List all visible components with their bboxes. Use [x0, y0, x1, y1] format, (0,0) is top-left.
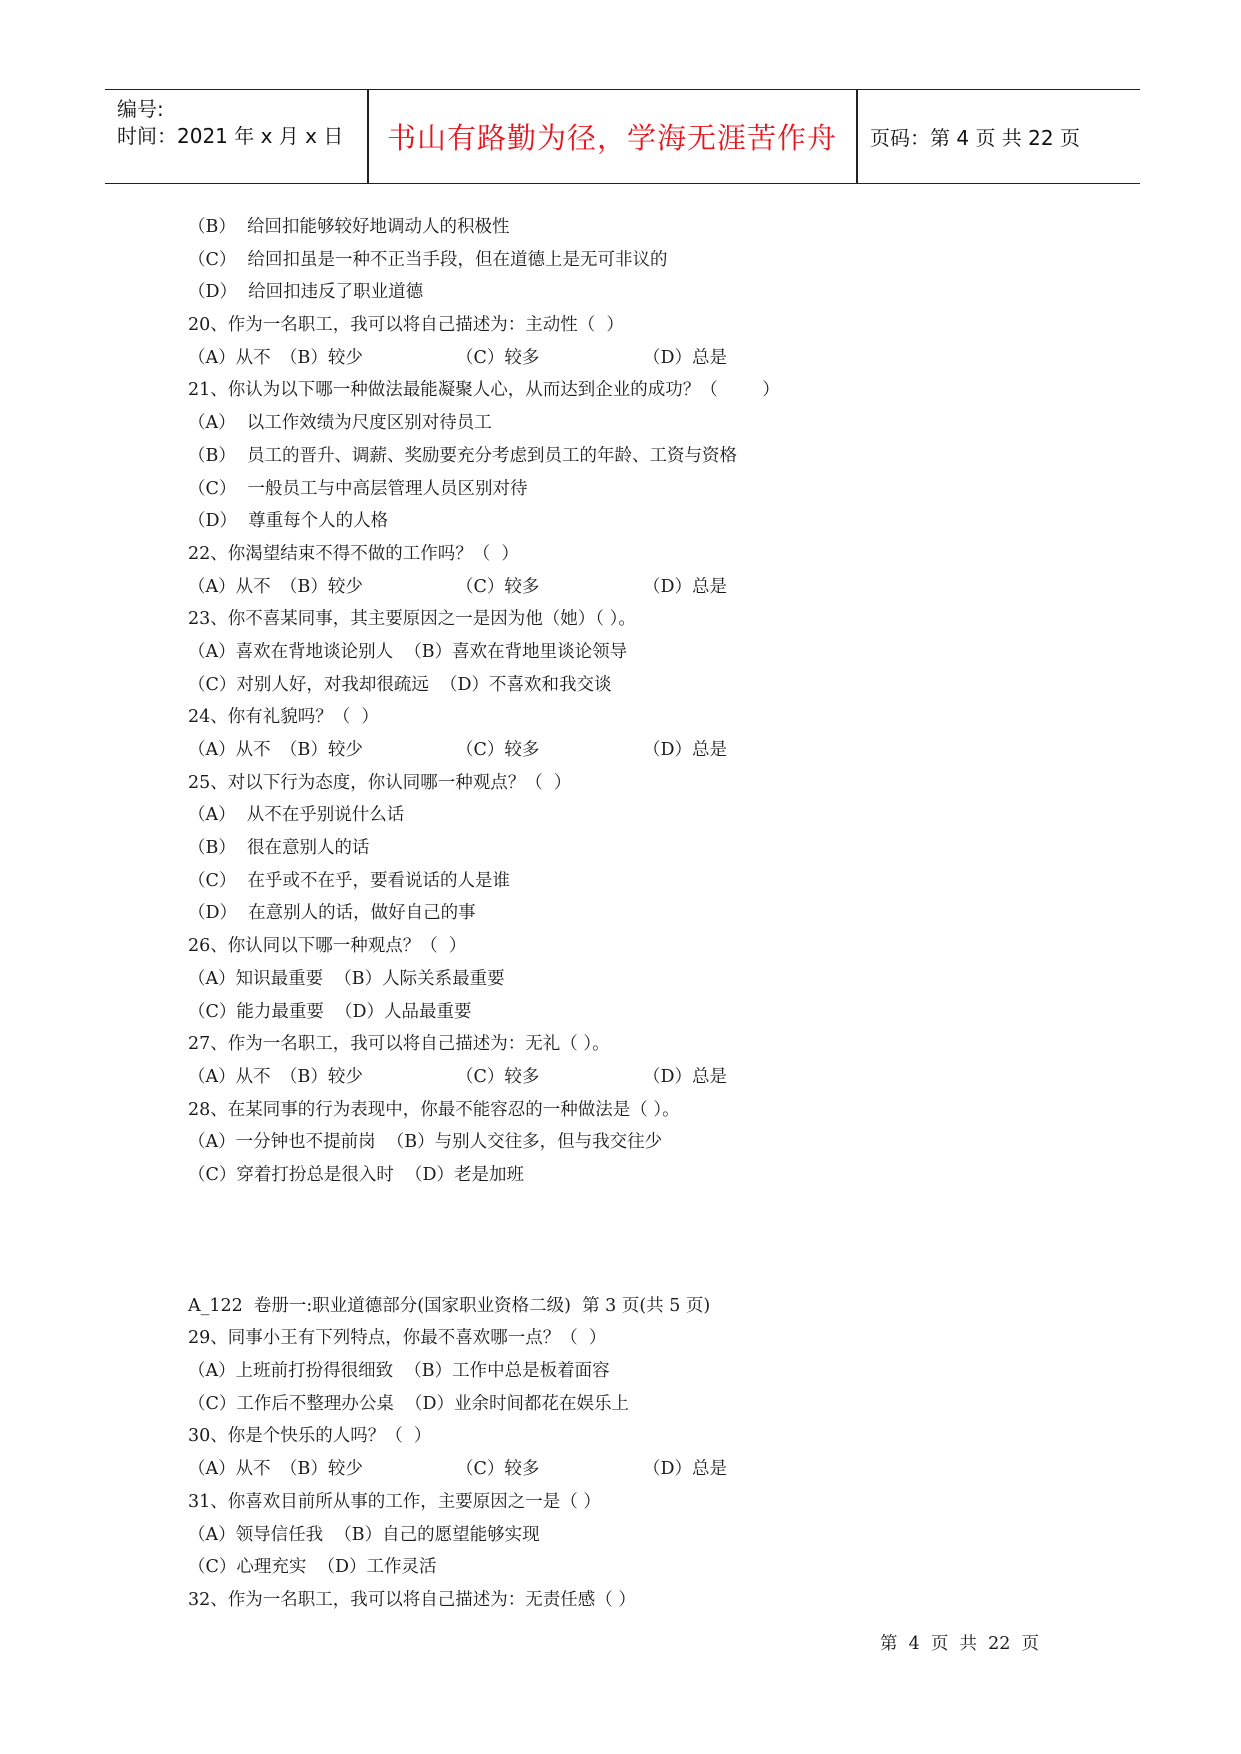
- text-line: 29、同事小王有下列特点，你最不喜欢哪一点？（ ）: [188, 1328, 607, 1349]
- text-line: （A）领导信任我 （B）自己的愿望能够实现: [188, 1524, 540, 1545]
- answer-scale-row: [188, 571, 780, 604]
- answer-scale-option: （C）较多: [456, 1066, 540, 1087]
- answer-scale-option: （A）从不: [188, 347, 271, 368]
- header-motto: 书山有路勤为径，学海无涯苦作舟: [386, 121, 837, 155]
- answer-scale-option: （B）较少: [280, 1066, 363, 1087]
- answer-scale-option: （A）从不: [188, 740, 271, 760]
- answer-scale-option: （C）较多: [456, 347, 540, 368]
- header-page-info: 页码：第 4 页 共 22 页: [870, 126, 1080, 150]
- text-line: （C） 给回扣虽是一种不正当手段，但在道德上是无可非议的: [188, 249, 668, 270]
- text-line: （C） 一般员工与中高层管理人员区别对待: [188, 478, 528, 499]
- answer-scale-option: （A）从不: [188, 1066, 271, 1087]
- blank-line: [188, 1192, 780, 1225]
- answer-scale-option: （D）总是: [643, 740, 728, 760]
- text-line: 32、作为一名职工，我可以将自己描述为：无责任感（ ）: [188, 1589, 636, 1610]
- text-line: （C） 在乎或不在乎，要看说话的人是谁: [188, 870, 511, 891]
- answer-scale-option: （B）较少: [280, 347, 363, 368]
- text-line: 21、你认为以下哪一种做法最能凝聚人心，从而达到企业的成功？（ ）: [188, 380, 780, 401]
- text-line: （A）知识最重要 （B）人际关系最重要: [188, 968, 505, 989]
- text-line: （C）工作后不整理办公桌 （D）业余时间都花在娱乐上: [188, 1393, 630, 1414]
- text-line: （C）心理充实 （D）工作灵活: [188, 1557, 437, 1578]
- blank-line: [188, 1224, 780, 1257]
- text-line: （A） 从不在乎别说什么话: [188, 805, 405, 826]
- text-line: （A）一分钟也不提前岗 （B）与别人交往多，但与我交往少: [188, 1132, 663, 1153]
- text-line: 24、你有礼貌吗？（ ）: [188, 707, 379, 728]
- page-footer: 第 4 页 共 22 页: [880, 1634, 1040, 1654]
- text-line: （C）能力最重要 （D）人品最重要: [188, 1001, 472, 1022]
- answer-scale-option: （D）总是: [643, 347, 728, 368]
- text-line: （A）喜欢在背地谈论别人 （B）喜欢在背地里谈论领导: [188, 641, 628, 662]
- text-line: （C）穿着打扮总是很入时 （D）老是加班: [188, 1164, 525, 1185]
- text-line: 23、你不喜某同事，其主要原因之一是因为他（她）（ ）。: [188, 609, 636, 630]
- answer-scale-option: （A）从不: [188, 1459, 271, 1480]
- document-number-label: 编号:: [117, 97, 164, 121]
- text-line: 27、作为一名职工，我可以将自己描述为：无礼（ ）。: [188, 1034, 610, 1055]
- text-line: （C）对别人好，对我却很疏远 （D）不喜欢和我交谈: [188, 674, 612, 695]
- answer-scale-option: （C）较多: [456, 1459, 540, 1480]
- text-line: 30、你是个快乐的人吗？（ ）: [188, 1426, 432, 1447]
- answer-scale-option: （D）总是: [643, 576, 728, 597]
- text-line: 25、对以下行为态度，你认同哪一种观点？（ ）: [188, 772, 572, 793]
- text-line: 22、你渴望结束不得不做的工作吗？（ ）: [188, 543, 519, 564]
- answer-scale-row: [188, 1453, 780, 1486]
- question-body: [188, 211, 780, 1617]
- answer-scale-option: （A）从不: [188, 576, 271, 597]
- text-line: （D） 尊重每个人的人格: [188, 511, 389, 532]
- text-line: （D） 给回扣违反了职业道德: [188, 282, 424, 303]
- answer-scale-option: （C）较多: [456, 740, 540, 760]
- text-line: （A）上班前打扮得很细致 （B）工作中总是板着面容: [188, 1361, 610, 1382]
- header-meta: [117, 96, 343, 150]
- text-line: （B） 很在意别人的话: [188, 838, 370, 859]
- page-header: [105, 89, 1140, 184]
- answer-scale-option: （B）较少: [280, 576, 363, 597]
- answer-scale-option: （C）较多: [456, 576, 540, 597]
- text-line: 31、你喜欢目前所从事的工作，主要原因之一是（ ）: [188, 1491, 601, 1512]
- answer-scale-row: [188, 734, 780, 767]
- answer-scale-row: [188, 1061, 780, 1094]
- text-line: 20、作为一名职工，我可以将自己描述为：主动性（ ）: [188, 315, 624, 336]
- answer-scale-option: （D）总是: [643, 1459, 728, 1480]
- document-time-label: 时间：2021 年 x 月 x 日: [117, 124, 344, 148]
- header-divider-right: [856, 90, 858, 183]
- answer-scale-option: （B）较少: [280, 740, 363, 760]
- answer-scale-option: （D）总是: [643, 1066, 728, 1087]
- text-line: A_122 卷册一:职业道德部分(国家职业资格二级) 第 3 页(共 5 页): [188, 1295, 711, 1316]
- text-line: （B） 员工的晋升、调薪、奖励要充分考虑到员工的年龄、工资与资格: [188, 445, 737, 466]
- text-line: 28、在某同事的行为表现中，你最不能容忍的一种做法是（ ）。: [188, 1099, 680, 1120]
- answer-scale-row: [188, 342, 780, 375]
- text-line: （A） 以工作效绩为尺度区别对待员工: [188, 413, 492, 434]
- text-line: 26、你认同以下哪一种观点？（ ）: [188, 936, 467, 957]
- text-line: （B） 给回扣能够较好地调动人的积极性: [188, 217, 510, 237]
- answer-scale-option: （B）较少: [280, 1459, 363, 1480]
- blank-line: [188, 1257, 780, 1290]
- text-line: （D） 在意别人的话，做好自己的事: [188, 903, 476, 924]
